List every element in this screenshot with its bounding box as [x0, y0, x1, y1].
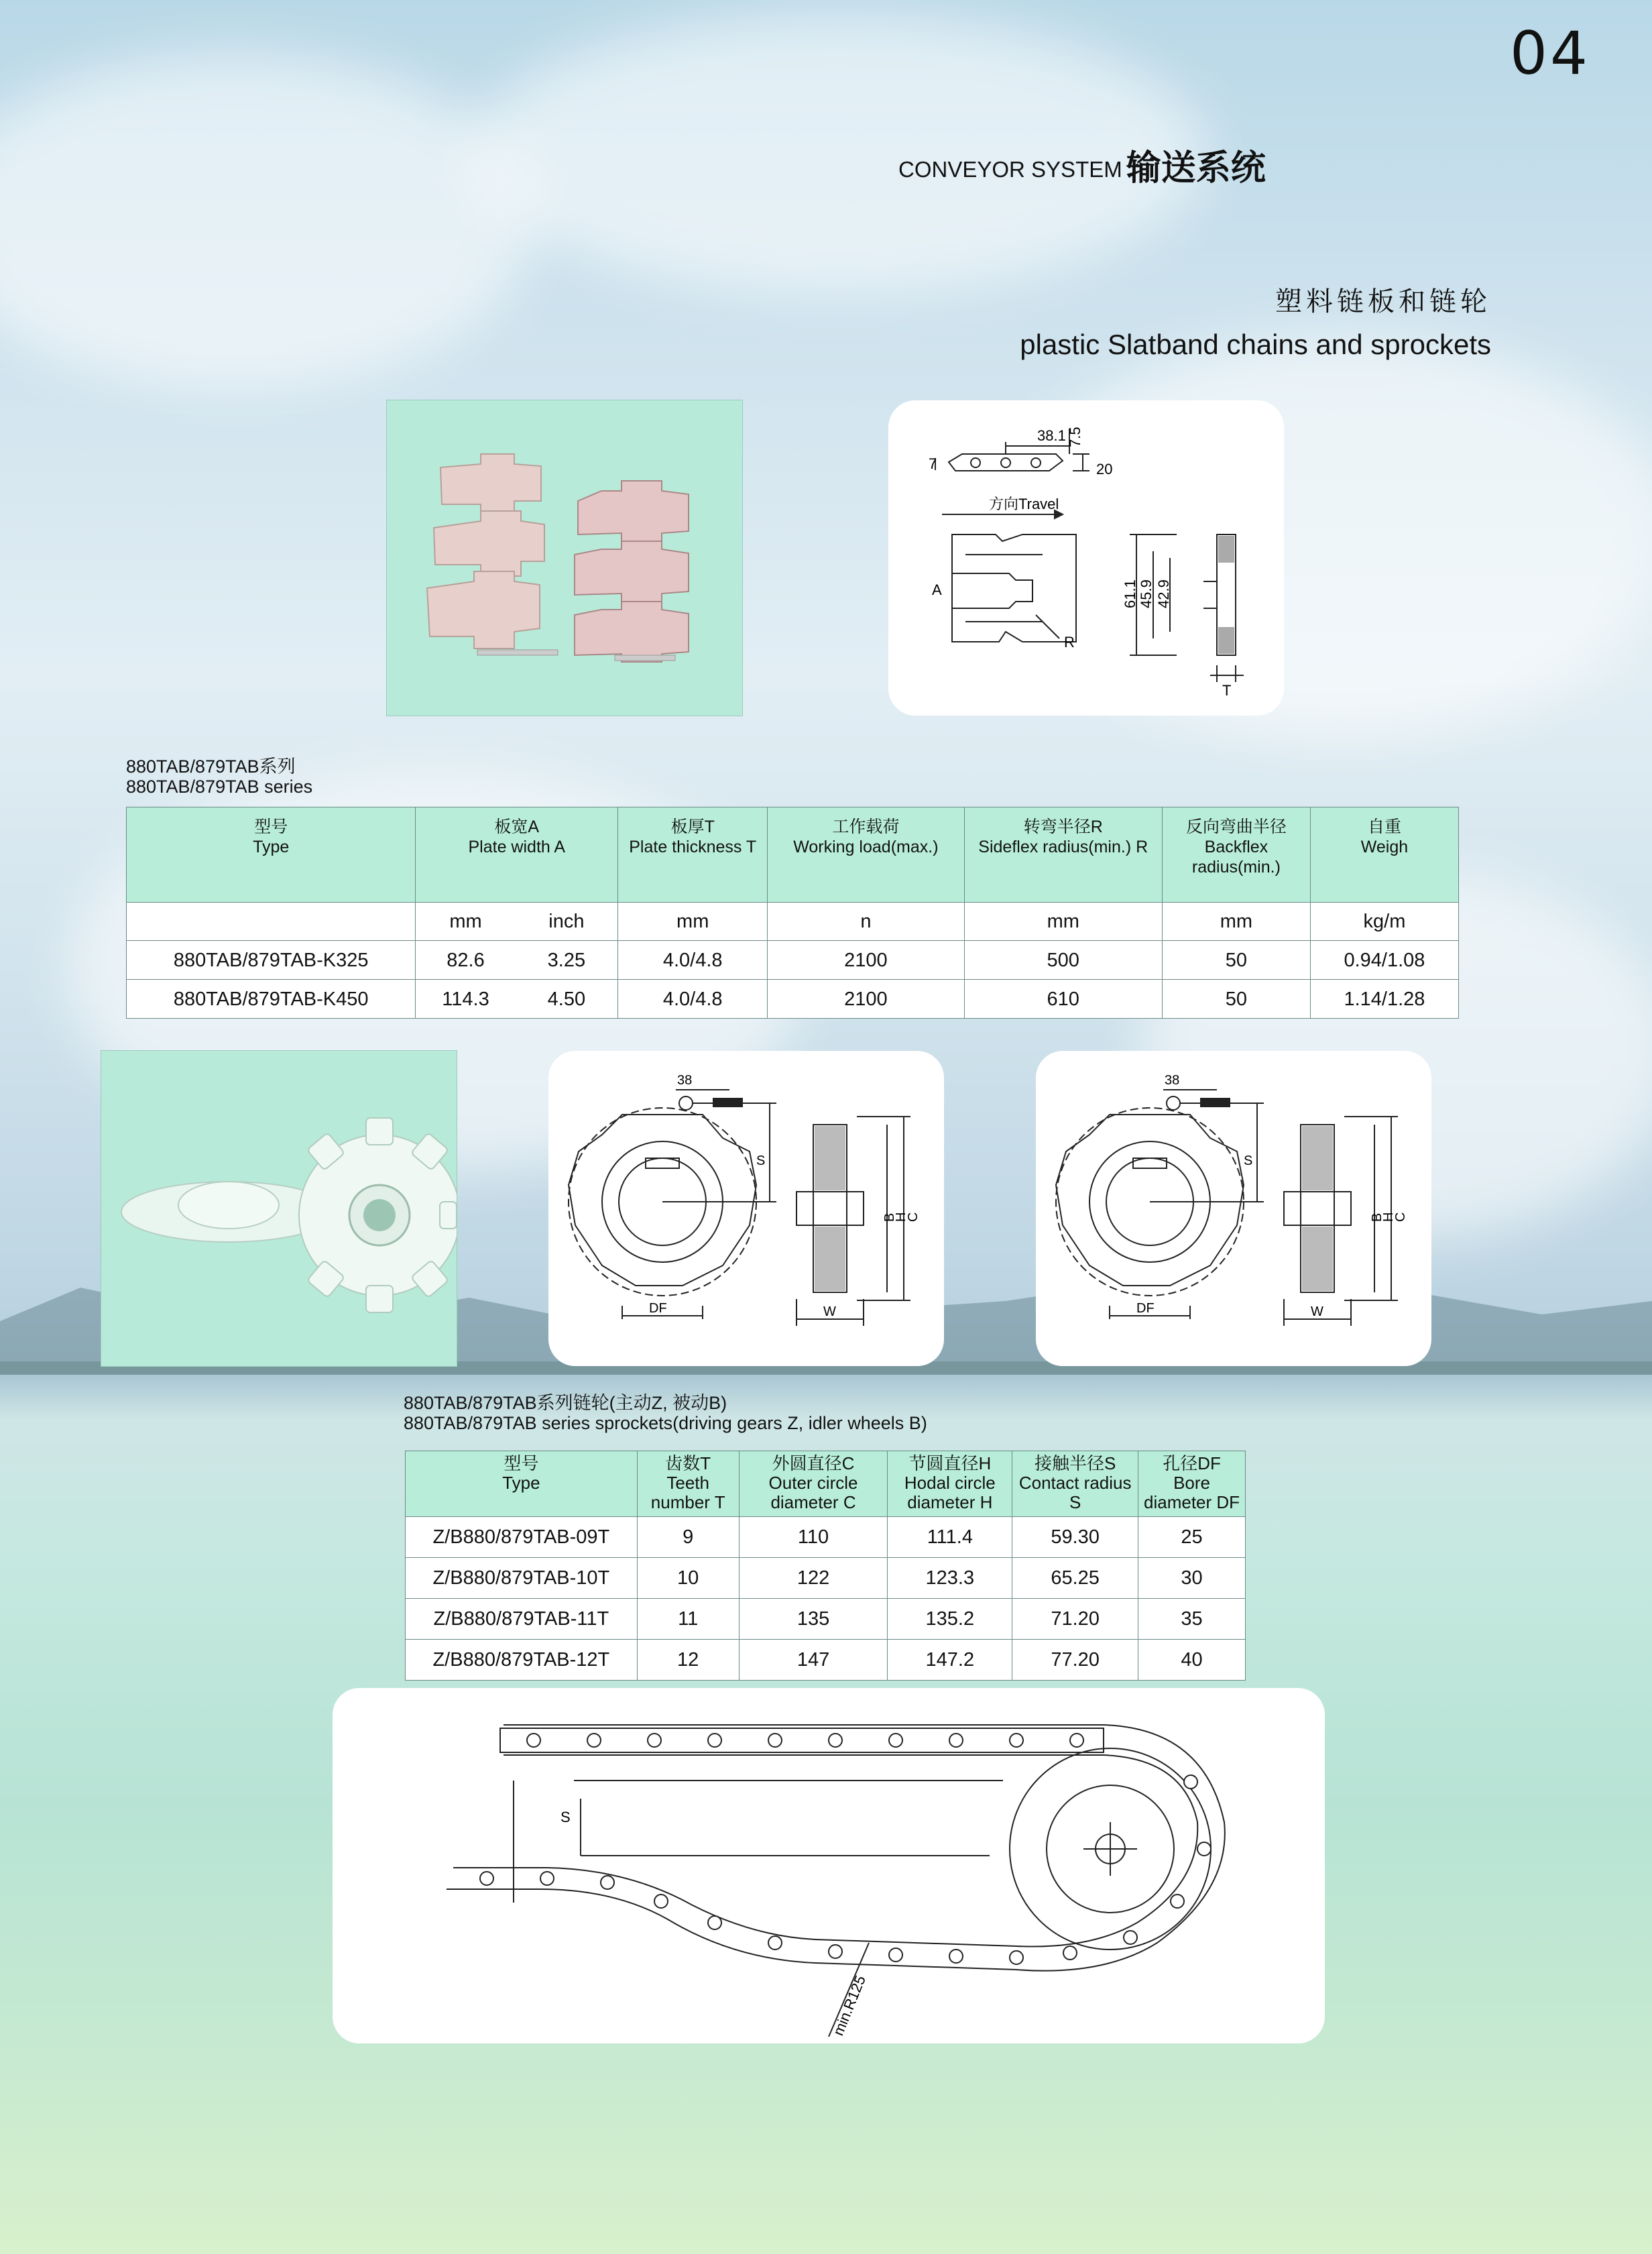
- dim-w: W: [823, 1304, 836, 1319]
- unit-cell: n: [768, 903, 964, 941]
- dim-s: S: [1244, 1153, 1253, 1168]
- cell-contact: 59.30: [1012, 1517, 1138, 1558]
- table-header-row: [406, 1451, 1246, 1517]
- cell-bore: 30: [1138, 1558, 1246, 1599]
- cell-weight: 0.94/1.08: [1310, 941, 1458, 980]
- cell-teeth: 12: [637, 1640, 739, 1681]
- chain-drawing-panel: [888, 400, 1284, 716]
- brand-title-en: CONVEYOR SYSTEM: [898, 157, 1122, 182]
- chain-photo: [386, 400, 743, 716]
- cell-weight: 1.14/1.28: [1310, 980, 1458, 1019]
- dim-38: 38: [677, 1073, 693, 1088]
- cell-hodal: 123.3: [888, 1558, 1012, 1599]
- unit-cell: mm: [964, 903, 1162, 941]
- header-cell: 工作载荷 Working load(max.): [768, 807, 964, 903]
- travel-label: 方向Travel: [989, 496, 1059, 512]
- dim-a: A: [932, 581, 942, 598]
- cell-teeth: 11: [637, 1599, 739, 1640]
- header-cell: 自重 Weigh: [1310, 807, 1458, 903]
- table-row: [406, 1599, 1246, 1640]
- cell-contact: 65.25: [1012, 1558, 1138, 1599]
- table-row: [406, 1558, 1246, 1599]
- dim-38: 38: [1165, 1073, 1180, 1088]
- chain-caption-cn: 880TAB/879TAB系列: [126, 756, 296, 777]
- cell-outer: 135: [739, 1599, 888, 1640]
- dim-42-9: 42.9: [1155, 579, 1172, 608]
- dim-7: 7: [929, 455, 937, 472]
- dim-df: DF: [649, 1301, 667, 1316]
- page-number: 04: [1510, 19, 1590, 88]
- table-row: [127, 980, 1459, 1019]
- cell-sideflex: 500: [964, 941, 1162, 980]
- header-cell: 型号 Type: [127, 807, 416, 903]
- sprocket-spec-table: [405, 1451, 1246, 1681]
- dim-7-5: 7.5: [1067, 427, 1083, 447]
- cell-teeth: 10: [637, 1558, 739, 1599]
- cell-mm: 82.6: [416, 941, 516, 980]
- table-header-row: [127, 807, 1459, 903]
- dim-df: DF: [1136, 1301, 1155, 1316]
- sprocket-drawing-panel-2: [1036, 1051, 1431, 1366]
- cell-sideflex: 610: [964, 980, 1162, 1019]
- header-cell: 外圆直径C Outer circle diameter C: [739, 1451, 888, 1517]
- chain-caption-en: 880TAB/879TAB series: [126, 777, 313, 797]
- table-row: [406, 1517, 1246, 1558]
- header-cell: 反向弯曲半径 Backflex radius(min.): [1162, 807, 1310, 903]
- sprocket-series-caption: [404, 1393, 927, 1433]
- unit-cell: inch: [516, 903, 618, 941]
- subtitle-cn: 塑料链板和链轮: [1275, 286, 1491, 317]
- dim-h: H: [894, 1212, 908, 1222]
- dim-45-9: 45.9: [1138, 579, 1155, 608]
- loop-dim-s: S: [560, 1809, 571, 1825]
- cell-backflex: 50: [1162, 980, 1310, 1019]
- dim-h: H: [1381, 1212, 1396, 1222]
- cell-type: 880TAB/879TAB-K450: [127, 980, 416, 1019]
- cell-type: Z/B880/879TAB-12T: [406, 1640, 638, 1681]
- unit-cell: mm: [618, 903, 768, 941]
- cell-hodal: 147.2: [888, 1640, 1012, 1681]
- cell-contact: 71.20: [1012, 1599, 1138, 1640]
- header-cell: 板厚T Plate thickness T: [618, 807, 768, 903]
- dim-pitch: 38.1: [1037, 427, 1066, 444]
- cell-load: 2100: [768, 941, 964, 980]
- cell-inch: 3.25: [516, 941, 618, 980]
- cell-thickness: 4.0/4.8: [618, 980, 768, 1019]
- header-cell: 齿数T Teeth number T: [637, 1451, 739, 1517]
- table-row: [127, 941, 1459, 980]
- sprocket-dimension-drawing: [1036, 1051, 1431, 1366]
- table-units-row: [127, 903, 1459, 941]
- unit-cell: kg/m: [1310, 903, 1458, 941]
- brand-title-cn: 输送系统: [1126, 149, 1266, 188]
- sprocket-caption-cn: 880TAB/879TAB系列链轮(主动Z, 被动B): [404, 1393, 727, 1413]
- dim-61-1: 61.1: [1122, 579, 1138, 608]
- unit-cell: [127, 903, 416, 941]
- cell-teeth: 9: [637, 1517, 739, 1558]
- dim-s: S: [756, 1153, 766, 1168]
- sprocket-photo: [101, 1050, 457, 1367]
- sprocket-dimension-drawing: [548, 1051, 944, 1366]
- cell-hodal: 111.4: [888, 1517, 1012, 1558]
- cell-mm: 114.3: [416, 980, 516, 1019]
- dim-b: B: [1370, 1213, 1384, 1222]
- cell-backflex: 50: [1162, 941, 1310, 980]
- cell-outer: 147: [739, 1640, 888, 1681]
- cell-type: Z/B880/879TAB-11T: [406, 1599, 638, 1640]
- header-cell: 孔径DF Bore diameter DF: [1138, 1451, 1246, 1517]
- cell-outer: 110: [739, 1517, 888, 1558]
- brand-title: [898, 139, 1266, 190]
- sprocket-caption-en: 880TAB/879TAB series sprockets(driving gears Z, idler wheels B): [404, 1413, 927, 1433]
- chain-loop-panel: [333, 1688, 1325, 2043]
- dim-20: 20: [1096, 461, 1113, 477]
- cell-type: 880TAB/879TAB-K325: [127, 941, 416, 980]
- cell-hodal: 135.2: [888, 1599, 1012, 1640]
- table-row: [406, 1640, 1246, 1681]
- unit-cell: mm: [1162, 903, 1310, 941]
- cell-type: Z/B880/879TAB-10T: [406, 1558, 638, 1599]
- cell-contact: 77.20: [1012, 1640, 1138, 1681]
- chain-series-caption: [126, 756, 312, 797]
- header-cell: 接触半径S Contact radius S: [1012, 1451, 1138, 1517]
- cell-outer: 122: [739, 1558, 888, 1599]
- dim-b: B: [882, 1213, 897, 1222]
- cell-bore: 25: [1138, 1517, 1246, 1558]
- header-cell: 板宽A Plate width A: [416, 807, 618, 903]
- loop-radius: min.R125: [829, 1973, 869, 2038]
- dim-c: C: [906, 1212, 921, 1222]
- header-cell: 节圆直径H Hodal circle diameter H: [888, 1451, 1012, 1517]
- cell-bore: 35: [1138, 1599, 1246, 1640]
- cell-load: 2100: [768, 980, 964, 1019]
- dim-w: W: [1311, 1304, 1323, 1319]
- dim-t: T: [1222, 682, 1232, 699]
- cell-thickness: 4.0/4.8: [618, 941, 768, 980]
- header-cell: 型号 Type: [406, 1451, 638, 1517]
- subtitle-en: plastic Slatband chains and sprockets: [1020, 329, 1491, 360]
- unit-cell: mm: [416, 903, 516, 941]
- chain-loop-drawing: [333, 1688, 1325, 2043]
- dim-r: R: [1064, 634, 1075, 651]
- cell-inch: 4.50: [516, 980, 618, 1019]
- cell-bore: 40: [1138, 1640, 1246, 1681]
- chain-dimension-drawing: [888, 400, 1284, 716]
- cell-type: Z/B880/879TAB-09T: [406, 1517, 638, 1558]
- sprocket-drawing-panel-1: [548, 1051, 944, 1366]
- dim-c: C: [1393, 1212, 1408, 1222]
- header-cell: 转弯半径R Sideflex radius(min.) R: [964, 807, 1162, 903]
- chain-spec-table: [126, 807, 1459, 1019]
